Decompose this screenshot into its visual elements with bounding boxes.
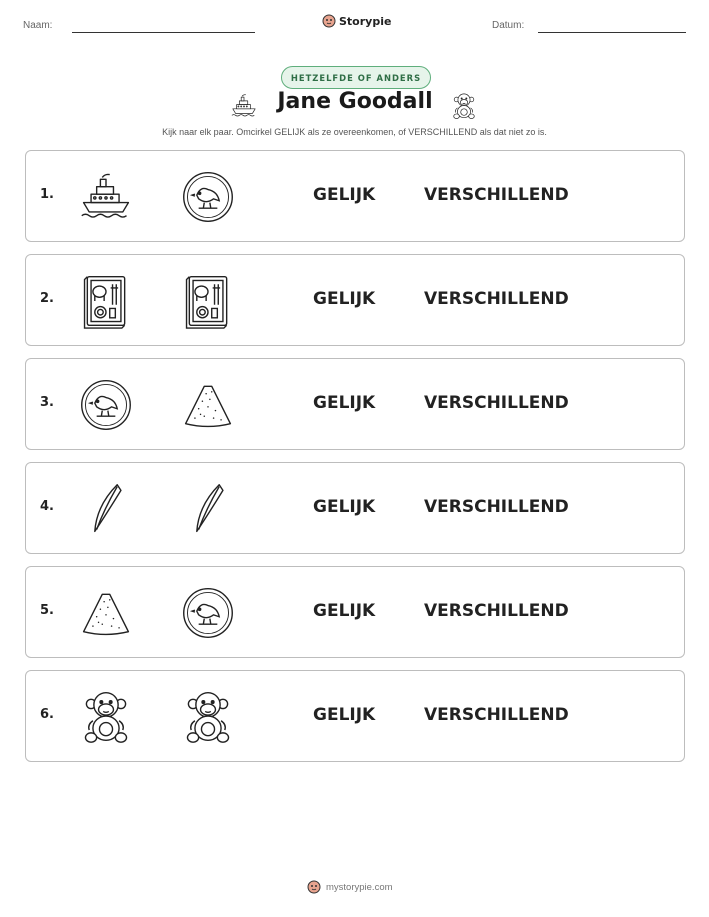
storypie-logo-icon: [307, 880, 321, 894]
ship-icon: [78, 169, 134, 225]
bird-coin-icon: [180, 585, 236, 641]
sand-pile-icon: [78, 585, 134, 641]
name-line[interactable]: [72, 32, 255, 33]
bird-coin-icon: [180, 169, 236, 225]
page-title: Jane Goodall: [277, 89, 433, 114]
date-label: Datum:: [492, 20, 525, 31]
question-number: 1.: [40, 187, 54, 202]
same-option[interactable]: GELIJK: [313, 705, 376, 725]
question-row-3: [25, 358, 685, 450]
question-number: 6.: [40, 707, 54, 722]
different-option[interactable]: VERSCHILLEND: [424, 497, 569, 517]
same-option[interactable]: GELIJK: [313, 289, 376, 309]
question-number: 5.: [40, 603, 54, 618]
brand-name: Storypie: [339, 14, 392, 28]
different-option[interactable]: VERSCHILLEND: [424, 185, 569, 205]
question-row-4: [25, 462, 685, 554]
question-number: 3.: [40, 395, 54, 410]
worksheet-type-badge: HETZELFDE OF ANDERS: [281, 66, 431, 89]
different-option[interactable]: VERSCHILLEND: [424, 705, 569, 725]
question-row-6: [25, 670, 685, 762]
different-option[interactable]: VERSCHILLEND: [424, 393, 569, 413]
monkey-icon: [180, 689, 236, 745]
ship-icon: [228, 92, 260, 120]
sand-pile-icon: [180, 377, 236, 433]
storypie-logo-icon: [322, 14, 336, 28]
question-row-2: [25, 254, 685, 346]
different-option[interactable]: VERSCHILLEND: [424, 601, 569, 621]
question-row-5: [25, 566, 685, 658]
date-line[interactable]: [538, 32, 686, 33]
different-option[interactable]: VERSCHILLEND: [424, 289, 569, 309]
question-number: 4.: [40, 499, 54, 514]
monkey-icon: [78, 689, 134, 745]
question-row-1: [25, 150, 685, 242]
animal-book-icon: [180, 273, 236, 329]
animal-book-icon: [78, 273, 134, 329]
same-option[interactable]: GELIJK: [313, 393, 376, 413]
leaf-icon: [78, 481, 134, 537]
brand-logo: [322, 14, 391, 28]
bird-coin-icon: [78, 377, 134, 433]
same-option[interactable]: GELIJK: [313, 185, 376, 205]
same-option[interactable]: GELIJK: [313, 497, 376, 517]
name-label: Naam:: [23, 20, 53, 31]
footer: [307, 880, 393, 894]
monkey-icon: [450, 92, 478, 120]
same-option[interactable]: GELIJK: [313, 601, 376, 621]
leaf-icon: [180, 481, 236, 537]
footer-url[interactable]: mystorypie.com: [326, 881, 393, 893]
question-number: 2.: [40, 291, 54, 306]
instructions: Kijk naar elk paar. Omcirkel GELIJK als ze overeenkomen, of VERSCHILLEND als dat niet zo is.: [162, 127, 547, 137]
